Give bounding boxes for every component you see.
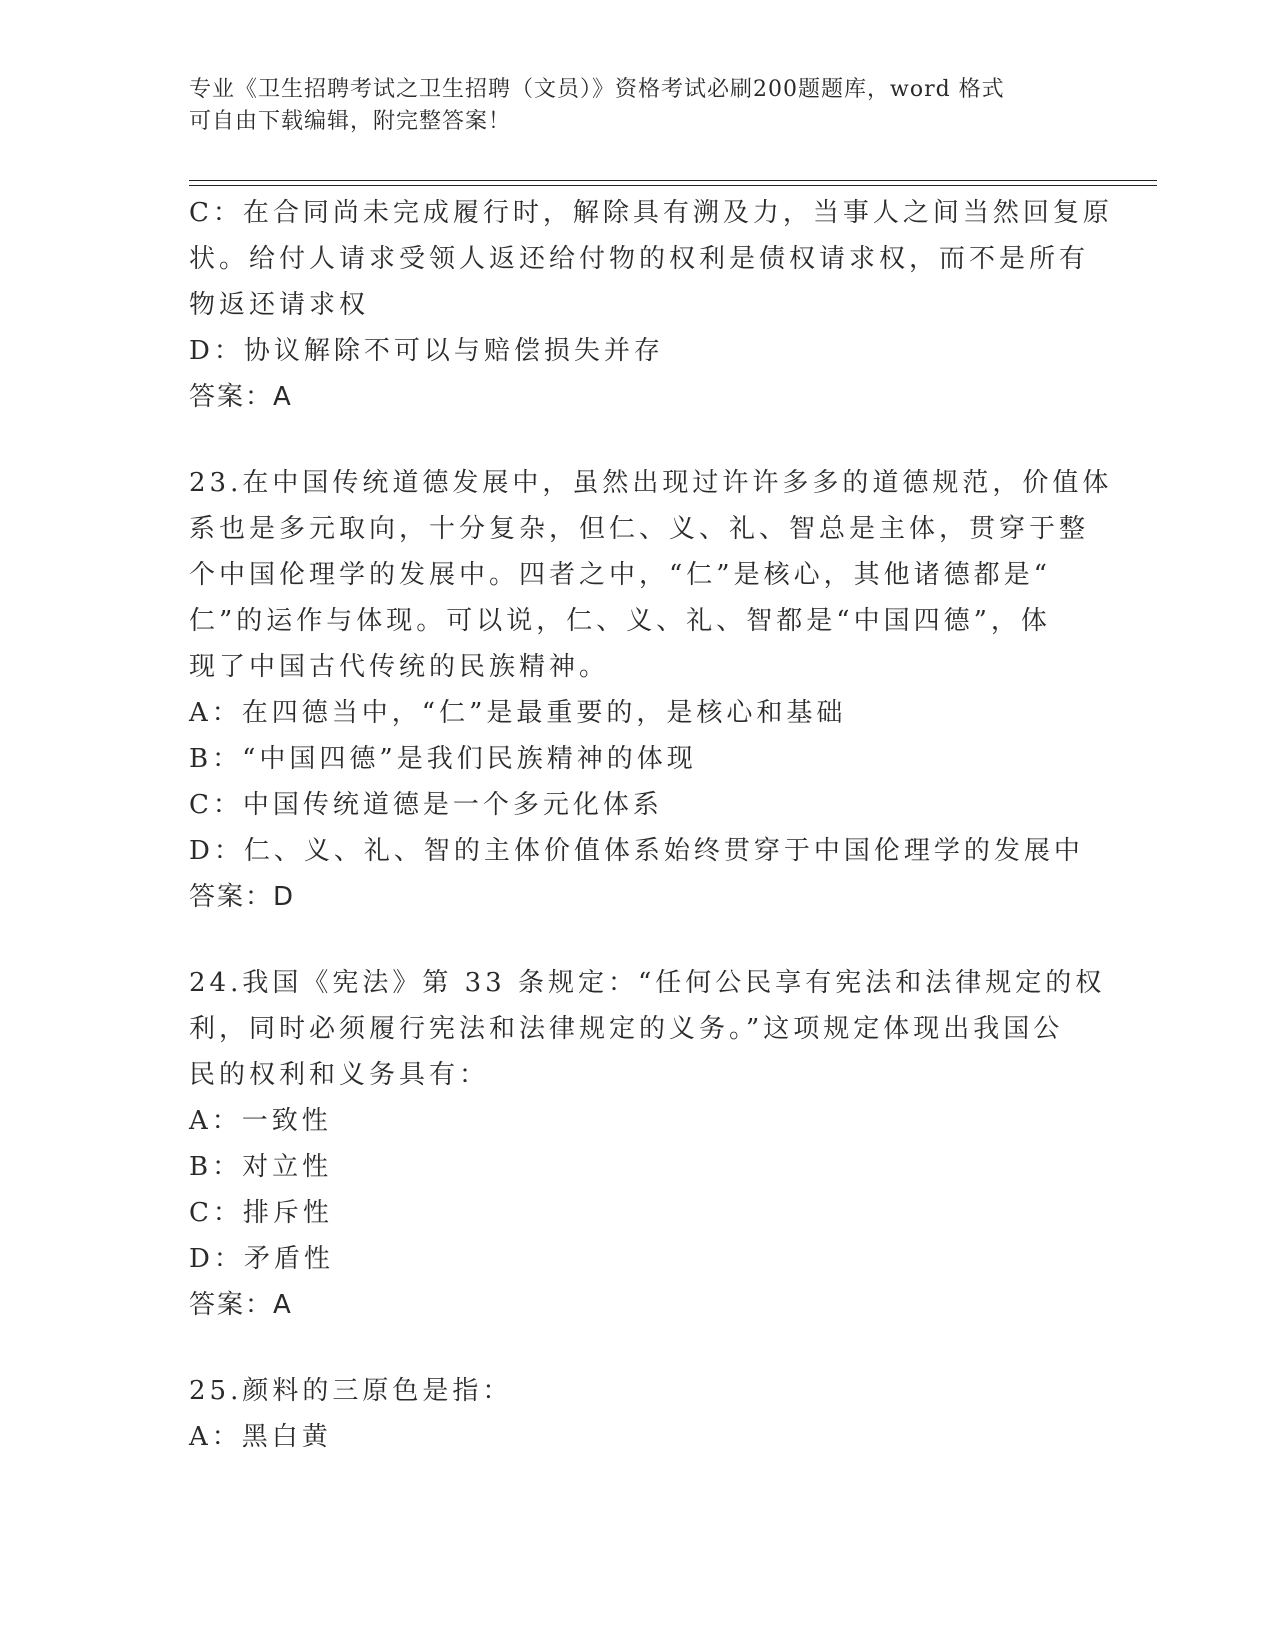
option-c-line-1: C：在合同尚未完成履行时，解除具有溯及力，当事人之间当然回复原 (189, 198, 1113, 228)
question-25 (189, 1368, 1089, 1460)
question-stem-line-4: 仁”的运作与体现。可以说，仁、义、礼、智都是“中国四德”，体 (189, 606, 1051, 636)
header-divider-bottom (189, 185, 1157, 186)
question-stem-line-1: 23.在中国传统道德发展中，虽然出现过许许多多的道德规范，价值体 (189, 468, 1113, 498)
question-stem-line-2: 利，同时必须履行宪法和法律规定的义务。”这项规定体现出我国公 (189, 1014, 1064, 1044)
question-24 (189, 960, 1106, 1328)
option-d: D：矛盾性 (189, 1244, 334, 1274)
spacer (189, 420, 1089, 460)
page-header (189, 74, 1069, 138)
question-22-tail (189, 190, 1113, 420)
header-title-line-2: 可自由下载编辑，附完整答案！ (189, 109, 512, 134)
question-stem-line-5: 现了中国古代传统的民族精神。 (189, 652, 610, 682)
question-content (189, 190, 1113, 1460)
answer: 答案：A (189, 382, 293, 412)
option-c: C：中国传统道德是一个多元化体系 (189, 790, 663, 820)
option-b: B：“中国四德”是我们民族精神的体现 (189, 744, 697, 774)
answer: 答案：A (189, 1290, 293, 1320)
question-stem-line-3: 个中国伦理学的发展中。四者之中，“仁”是核心，其他诸德都是“ (189, 560, 1051, 590)
option-d: D：仁、义、礼、智的主体价值体系始终贯穿于中国伦理学的发展中 (189, 836, 1084, 866)
option-a: A：在四德当中，“仁”是最重要的，是核心和基础 (189, 698, 847, 728)
header-title-line-1: 专业《卫生招聘考试之卫生招聘（文员）》资格考试必刷200题题库，word 格式 (189, 77, 1005, 102)
question-stem-line-3: 民的权利和义务具有： (189, 1060, 490, 1090)
option-d: D：协议解除不可以与赔偿损失并存 (189, 336, 664, 366)
option-c-line-3: 物返还请求权 (189, 290, 370, 320)
option-c-line-2: 状。给付人请求受领人返还给付物的权利是债权请求权，而不是所有 (189, 244, 1090, 274)
spacer (189, 1328, 1089, 1368)
answer: 答案：D (189, 882, 296, 912)
option-a: A：一致性 (189, 1106, 332, 1136)
question-stem-line-1: 25.颜料的三原色是指： (189, 1376, 513, 1406)
question-23 (189, 460, 1113, 920)
header-divider-top (189, 180, 1157, 181)
question-stem-line-2: 系也是多元取向，十分复杂，但仁、义、礼、智总是主体，贯穿于整 (189, 514, 1090, 544)
option-c: C：排斥性 (189, 1198, 333, 1228)
spacer (189, 920, 1089, 960)
option-b: B：对立性 (189, 1152, 333, 1182)
option-a: A：黑白黄 (189, 1422, 332, 1452)
question-stem-line-1: 24.我国《宪法》第 33 条规定：“任何公民享有宪法和法律规定的权 (189, 968, 1106, 998)
